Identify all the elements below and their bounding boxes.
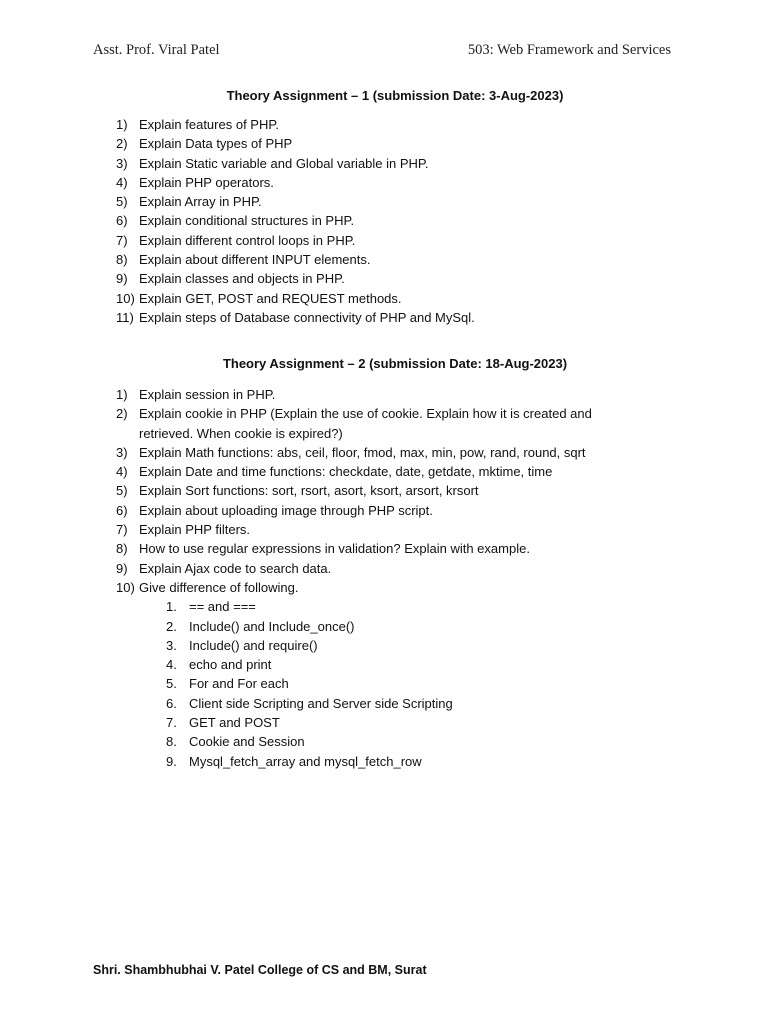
item-number: 3) (116, 155, 128, 171)
item-text: Explain about different INPUT elements. (139, 252, 371, 268)
item-text: Explain Math functions: abs, ceil, floor, fmod, max, min, pow, rand, round, sqrt (139, 444, 586, 460)
list-item (116, 192, 636, 211)
sub-item-text: For and For each (189, 676, 289, 692)
sub-item-text: Include() and Include_once() (189, 618, 355, 634)
sub-item-number: 5. (166, 676, 177, 692)
sub-list-item (166, 674, 636, 693)
item-text: Explain features of PHP. (139, 117, 279, 132)
item-number: 7) (116, 232, 128, 248)
sub-list-item (166, 597, 636, 616)
page-footer: Shri. Shambhubhai V. Patel College of CS and BM, Surat (93, 963, 427, 977)
list-item (116, 308, 636, 327)
item-number: 1) (116, 387, 128, 402)
item-text: Explain Array in PHP. (139, 194, 262, 210)
sub-list-item (166, 636, 636, 655)
item-text: Explain different control loops in PHP. (139, 232, 356, 248)
item-text: How to use regular expressions in validation? Explain with example. (139, 541, 530, 557)
sub-item-number: 8. (166, 734, 177, 750)
sub-item-text: Cookie and Session (189, 734, 305, 750)
item-number: 2) (116, 406, 128, 422)
sub-item-number: 2. (166, 618, 177, 634)
assignment-1-list (116, 115, 636, 327)
sub-item-number: 3. (166, 637, 177, 653)
sub-list-item (166, 694, 636, 713)
list-item (116, 501, 636, 520)
item-number: 6) (116, 213, 128, 229)
item-text: Explain Date and time functions: checkdate, date, getdate, mktime, time (139, 464, 553, 480)
list-item (116, 385, 636, 404)
item-number: 9) (116, 271, 128, 287)
sub-list-item (166, 617, 636, 636)
item-number: 7) (116, 522, 128, 538)
list-item (116, 481, 636, 500)
item-number: 2) (116, 136, 128, 152)
item-text: Explain PHP filters. (139, 522, 251, 538)
sub-item-text: Mysql_fetch_array and mysql_fetch_row (189, 753, 422, 769)
list-item (116, 559, 636, 578)
sub-list-item (166, 655, 636, 674)
item-text: Explain GET, POST and REQUEST methods. (139, 290, 402, 306)
item-number: 8) (116, 541, 128, 557)
assignment-2-list (116, 385, 636, 771)
sub-item-text: echo and print (189, 657, 272, 673)
sub-item-number: 6. (166, 695, 177, 711)
list-item (116, 443, 636, 462)
item-number: 5) (116, 483, 128, 499)
list-item (116, 154, 636, 173)
sub-item-text: Client side Scripting and Server side Scripting (189, 695, 453, 711)
item-number: 4) (116, 174, 128, 190)
item-text: Explain Sort functions: sort, rsort, asort, ksort, arsort, krsort (139, 483, 479, 499)
item-text: Explain Ajax code to search data. (139, 560, 332, 576)
item-number: 10) (116, 290, 135, 306)
header-author: Asst. Prof. Viral Patel (93, 42, 220, 58)
list-item (116, 404, 636, 443)
list-item (116, 269, 636, 288)
item-text: Explain Data types of PHP (139, 136, 293, 152)
sub-item-number: 7. (166, 715, 177, 731)
list-item (116, 539, 636, 558)
item-number: 8) (116, 252, 128, 268)
list-item (116, 211, 636, 230)
item-text: Explain cookie in PHP (Explain the use of cookie. Explain how it is created and retrieved. When cookie is expired?) (139, 406, 592, 441)
list-item (116, 289, 636, 308)
sub-item-number: 1. (166, 599, 177, 615)
sub-list-item (166, 752, 636, 771)
item-text: Explain Static variable and Global variable in PHP. (139, 155, 429, 171)
header-course: 503: Web Framework and Services (467, 42, 671, 58)
assignment-1-title: Theory Assignment – 1 (submission Date: 3-Aug-2023) (226, 88, 564, 103)
item-number: 4) (116, 464, 128, 480)
list-item (116, 173, 636, 192)
item-number: 3) (116, 444, 128, 460)
item-text: Explain about uploading image through PHP script. (139, 502, 433, 518)
list-item (116, 520, 636, 539)
list-item (116, 134, 636, 153)
list-item (116, 115, 636, 134)
list-item (116, 231, 636, 250)
item-text: Explain session in PHP. (139, 387, 276, 402)
sub-item-number: 9. (166, 753, 177, 769)
item-text: Explain conditional structures in PHP. (139, 213, 355, 229)
sub-item-text: Include() and require() (189, 637, 318, 653)
sub-item-text: == and === (189, 599, 256, 615)
item-text: Give difference of following. (139, 579, 299, 595)
sub-item-number: 4. (166, 657, 177, 673)
item-text: Explain steps of Database connectivity of PHP and MySql. (139, 309, 475, 325)
list-item (116, 250, 636, 269)
item-number: 5) (116, 194, 128, 210)
item-number: 9) (116, 560, 128, 576)
item-number: 1) (116, 117, 128, 132)
difference-sublist (139, 597, 636, 771)
item-number: 6) (116, 502, 128, 518)
list-item (116, 578, 636, 771)
sub-list-item (166, 732, 636, 751)
page-header (93, 42, 671, 59)
item-text: Explain PHP operators. (139, 174, 274, 190)
list-item (116, 462, 636, 481)
sub-item-text: GET and POST (189, 715, 280, 731)
item-number: 11) (116, 309, 134, 325)
sub-list-item (166, 713, 636, 732)
item-text: Explain classes and objects in PHP. (139, 271, 345, 287)
assignment-2-title: Theory Assignment – 2 (submission Date: 18-Aug-2023) (222, 356, 568, 371)
item-number: 10) (116, 579, 135, 595)
